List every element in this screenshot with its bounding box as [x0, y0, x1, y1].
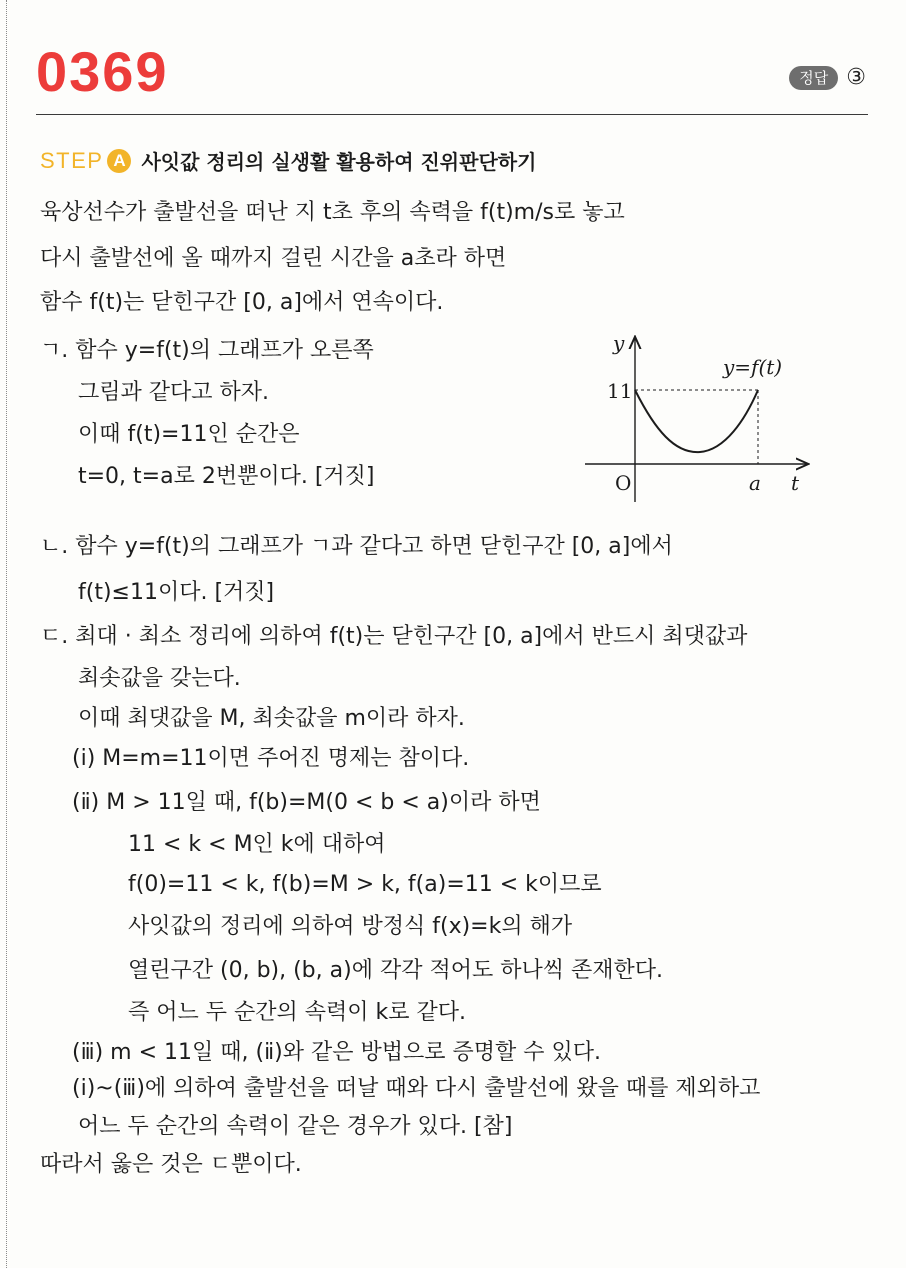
origin-label: O — [615, 471, 632, 495]
item-a-line-2: 그림과 같다고 하자. — [78, 380, 269, 405]
problem-number: 0369 — [36, 40, 169, 103]
item-b-line-1: ㄴ. 함수 y=f(t)의 그래프가 ㄱ과 같다고 하면 닫힌구간 [0, a]에서 — [40, 534, 673, 559]
answer-badge: 정답 — [789, 66, 838, 90]
summary-line-1: (ⅰ)~(ⅲ)에 의하여 출발선을 떠날 때와 다시 출발선에 왔을 때를 제외하고 — [72, 1076, 761, 1101]
x-tick-label: a — [749, 471, 761, 495]
case-1-line: (ⅰ) M=m=11이면 주어진 명제는 참이다. — [72, 746, 470, 771]
step-letter-badge: A — [107, 149, 131, 173]
case-3-line: (ⅲ) m < 11일 때, (ⅱ)와 같은 방법으로 증명할 수 있다. — [72, 1040, 601, 1065]
curve-f — [635, 390, 758, 452]
conclusion-line: 따라서 옳은 것은 ㄷ뿐이다. — [40, 1152, 302, 1177]
x-axis-label: t — [791, 471, 800, 495]
case-2-line-1: (ⅱ) M > 11일 때, f(b)=M(0 < b < a)이라 하면 — [72, 790, 541, 815]
summary-line-2: 어느 두 순간의 속력이 같은 경우가 있다. [참] — [78, 1114, 513, 1139]
item-c-line-1: ㄷ. 최대 · 최소 정리에 의하여 f(t)는 닫힌구간 [0, a]에서 반드시 최댓값과 — [40, 624, 748, 649]
item-a-line-1: ㄱ. 함수 y=f(t)의 그래프가 오른쪽 — [40, 338, 374, 363]
item-b-line-2: f(t)≤11이다. [거짓] — [78, 580, 275, 605]
answer-box — [789, 66, 866, 90]
step-heading — [40, 146, 536, 175]
y-tick-label: 11 — [607, 379, 633, 403]
solution-line-2: 다시 출발선에 올 때까지 걸린 시간을 a초라 하면 — [40, 246, 507, 271]
item-a-line-4: t=0, t=a로 2번뿐이다. [거짓] — [78, 464, 375, 489]
item-c-line-3: 이때 최댓값을 M, 최솟값을 m이라 하자. — [78, 706, 465, 731]
step-label-text: STEP — [40, 147, 104, 173]
solution-line-1: 육상선수가 출발선을 떠난 지 t초 후의 속력을 f(t)m/s로 놓고 — [40, 200, 625, 225]
item-c-line-2: 최솟값을 갖는다. — [78, 666, 241, 691]
header-divider — [36, 114, 868, 115]
answer-value: ③ — [846, 65, 866, 90]
curve-label: y=f(t) — [723, 355, 783, 379]
step-title: 사잇값 정리의 실생활 활용하여 진위판단하기 — [141, 150, 537, 174]
case-2-line-4: 사잇값의 정리에 의하여 방정식 f(x)=k의 해가 — [128, 914, 573, 939]
case-2-line-3: f(0)=11 < k, f(b)=M > k, f(a)=11 < k이므로 — [128, 872, 602, 897]
case-2-line-2: 11 < k < M인 k에 대하여 — [128, 832, 386, 857]
graph-svg — [585, 330, 825, 510]
case-2-line-5: 열린구간 (0, b), (b, a)에 각각 적어도 하나씩 존재한다. — [128, 958, 663, 983]
step-label — [40, 148, 131, 174]
page-margin-line — [6, 0, 7, 1268]
solution-line-3: 함수 f(t)는 닫힌구간 [0, a]에서 연속이다. — [40, 290, 444, 315]
item-a-line-3: 이때 f(t)=11인 순간은 — [78, 422, 300, 447]
case-2-line-6: 즉 어느 두 순간의 속력이 k로 같다. — [128, 1000, 466, 1025]
y-axis-label: y — [613, 331, 625, 355]
function-graph — [585, 330, 825, 510]
